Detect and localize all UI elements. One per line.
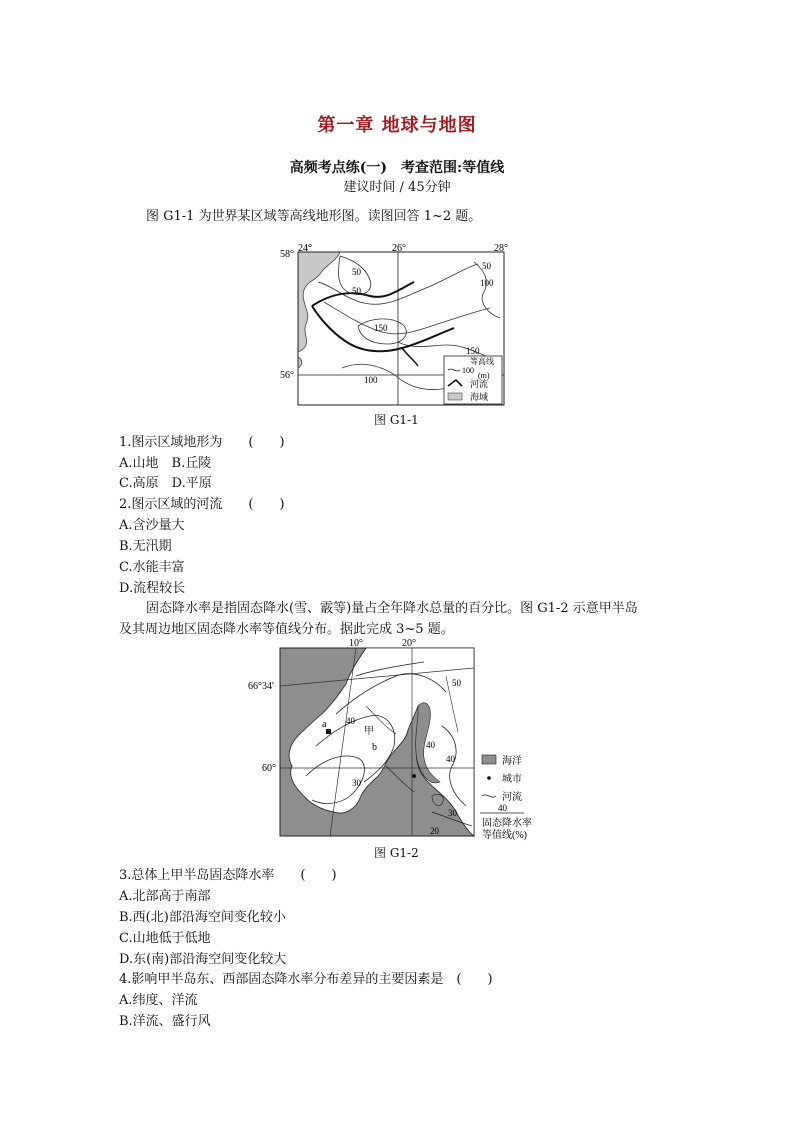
lon-label-26: 26° — [392, 243, 406, 254]
isoline-value-label: 50 — [452, 678, 461, 688]
contour-label: 100 — [364, 375, 378, 385]
q2-option-c: C.水能丰富 — [119, 560, 185, 575]
lat-label-arctic: 66°34′ — [248, 681, 275, 692]
section-title: 高频考点练(一) 考查范围:等值线 — [289, 160, 505, 176]
place-label-b: b — [372, 742, 377, 753]
intro-paragraph-2-line-2: 及其周边地区固态降水率等值线分布。据此完成 3~5 题。 — [119, 622, 454, 637]
contour-label: 50 — [352, 267, 361, 277]
intro-paragraph-1: 图 G1-1 为世界某区域等高线地形图。读图回答 1~2 题。 — [146, 209, 482, 224]
isoline-value-label: 30 — [448, 808, 457, 818]
q2-option-d: D.流程较长 — [119, 581, 186, 596]
q3-option-c: C.山地低于低地 — [119, 931, 211, 946]
intro-paragraph-2-line-1: 固态降水率是指固态降水(雪、霰等)量占全年降水总量的百分比。图 G1-2 示意甲半岛 — [146, 601, 638, 616]
legend-ocean-swatch — [482, 755, 496, 764]
contour-label: 100 — [480, 278, 494, 288]
legend-sea-label: 海域 — [470, 392, 489, 402]
isoline-value-label: 40 — [346, 716, 355, 726]
figure-1-caption: 图 G1-1 — [374, 413, 419, 427]
legend-contour-label: 等高线 — [470, 357, 494, 366]
legend-river-label: 河流 — [502, 792, 522, 803]
q3-stem: 3.总体上甲半岛固态降水率 ( ) — [119, 868, 337, 883]
legend-ocean-label: 海洋 — [502, 756, 522, 767]
legend-contour-sample: 100 — [462, 366, 474, 375]
lon-label-28: 28° — [494, 243, 508, 254]
lon-label-20: 20° — [402, 638, 416, 649]
legend-sea-swatch — [448, 393, 462, 400]
contour-line — [324, 302, 490, 334]
q1-option-cd: C.高原 D.平原 — [119, 476, 212, 491]
legend-isoline-label-1: 固态降水率 — [482, 818, 532, 829]
figure-2-caption: 图 G1-2 — [374, 846, 419, 860]
q4-option-a: A.纬度、洋流 — [119, 993, 198, 1008]
legend-contour-unit: (m) — [478, 371, 490, 380]
contour-map-figure — [278, 242, 510, 410]
time-hint: 建议时间 / 45分钟 — [343, 180, 451, 195]
legend-city-dot — [487, 776, 491, 780]
q2-option-a: A.含沙量大 — [119, 518, 185, 533]
q3-option-d: D.东(南)部沿海空间变化较大 — [119, 952, 287, 967]
contour-label: 50 — [482, 261, 491, 271]
lat-label-58: 58° — [280, 249, 294, 260]
lon-label-24: 24° — [298, 243, 312, 254]
q4-stem: 4.影响甲半岛东、西部固态降水率分布差异的主要因素是 ( ) — [119, 972, 493, 987]
city-a-marker — [326, 729, 331, 734]
legend-river-label: 河流 — [470, 379, 489, 389]
lat-label-56: 56° — [280, 370, 294, 381]
place-label-jia: 甲 — [364, 726, 374, 737]
contour-label: 50 — [352, 286, 361, 296]
q4-option-b: B.洋流、盛行风 — [119, 1014, 211, 1029]
isoline-value-label: 40 — [446, 754, 455, 764]
q2-stem: 2.图示区域的河流 ( ) — [119, 497, 285, 512]
city-marker — [412, 774, 416, 778]
q1-option-ab: A.山地 B.丘陵 — [119, 456, 212, 471]
q1-stem: 1.图示区域地形为 ( ) — [119, 435, 285, 450]
contour-label: 150 — [374, 323, 388, 333]
q3-option-b: B.西(北)部沿海空间变化较小 — [119, 910, 286, 925]
lat-label-60: 60° — [262, 763, 276, 774]
sea-area-small — [298, 357, 302, 368]
lon-label-10: 10° — [349, 638, 363, 649]
legend-isoline-label-2: 等值线(%) — [482, 830, 527, 841]
isoline-value-label: 40 — [426, 740, 435, 750]
contour-label: 150 — [466, 346, 480, 356]
chapter-title: 第一章 地球与地图 — [317, 115, 477, 136]
q3-option-a: A.北部高于南部 — [119, 889, 211, 904]
place-label-a: a — [322, 719, 327, 730]
legend-city-label: 城市 — [502, 774, 522, 785]
river-line — [402, 348, 418, 366]
q2-option-b: B.无汛期 — [119, 539, 172, 554]
isoline-map-figure — [246, 636, 546, 841]
isoline-value-label: 30 — [352, 778, 361, 788]
legend-isoline-value: 40 — [498, 803, 507, 813]
isoline-value-label: 20 — [430, 826, 439, 836]
